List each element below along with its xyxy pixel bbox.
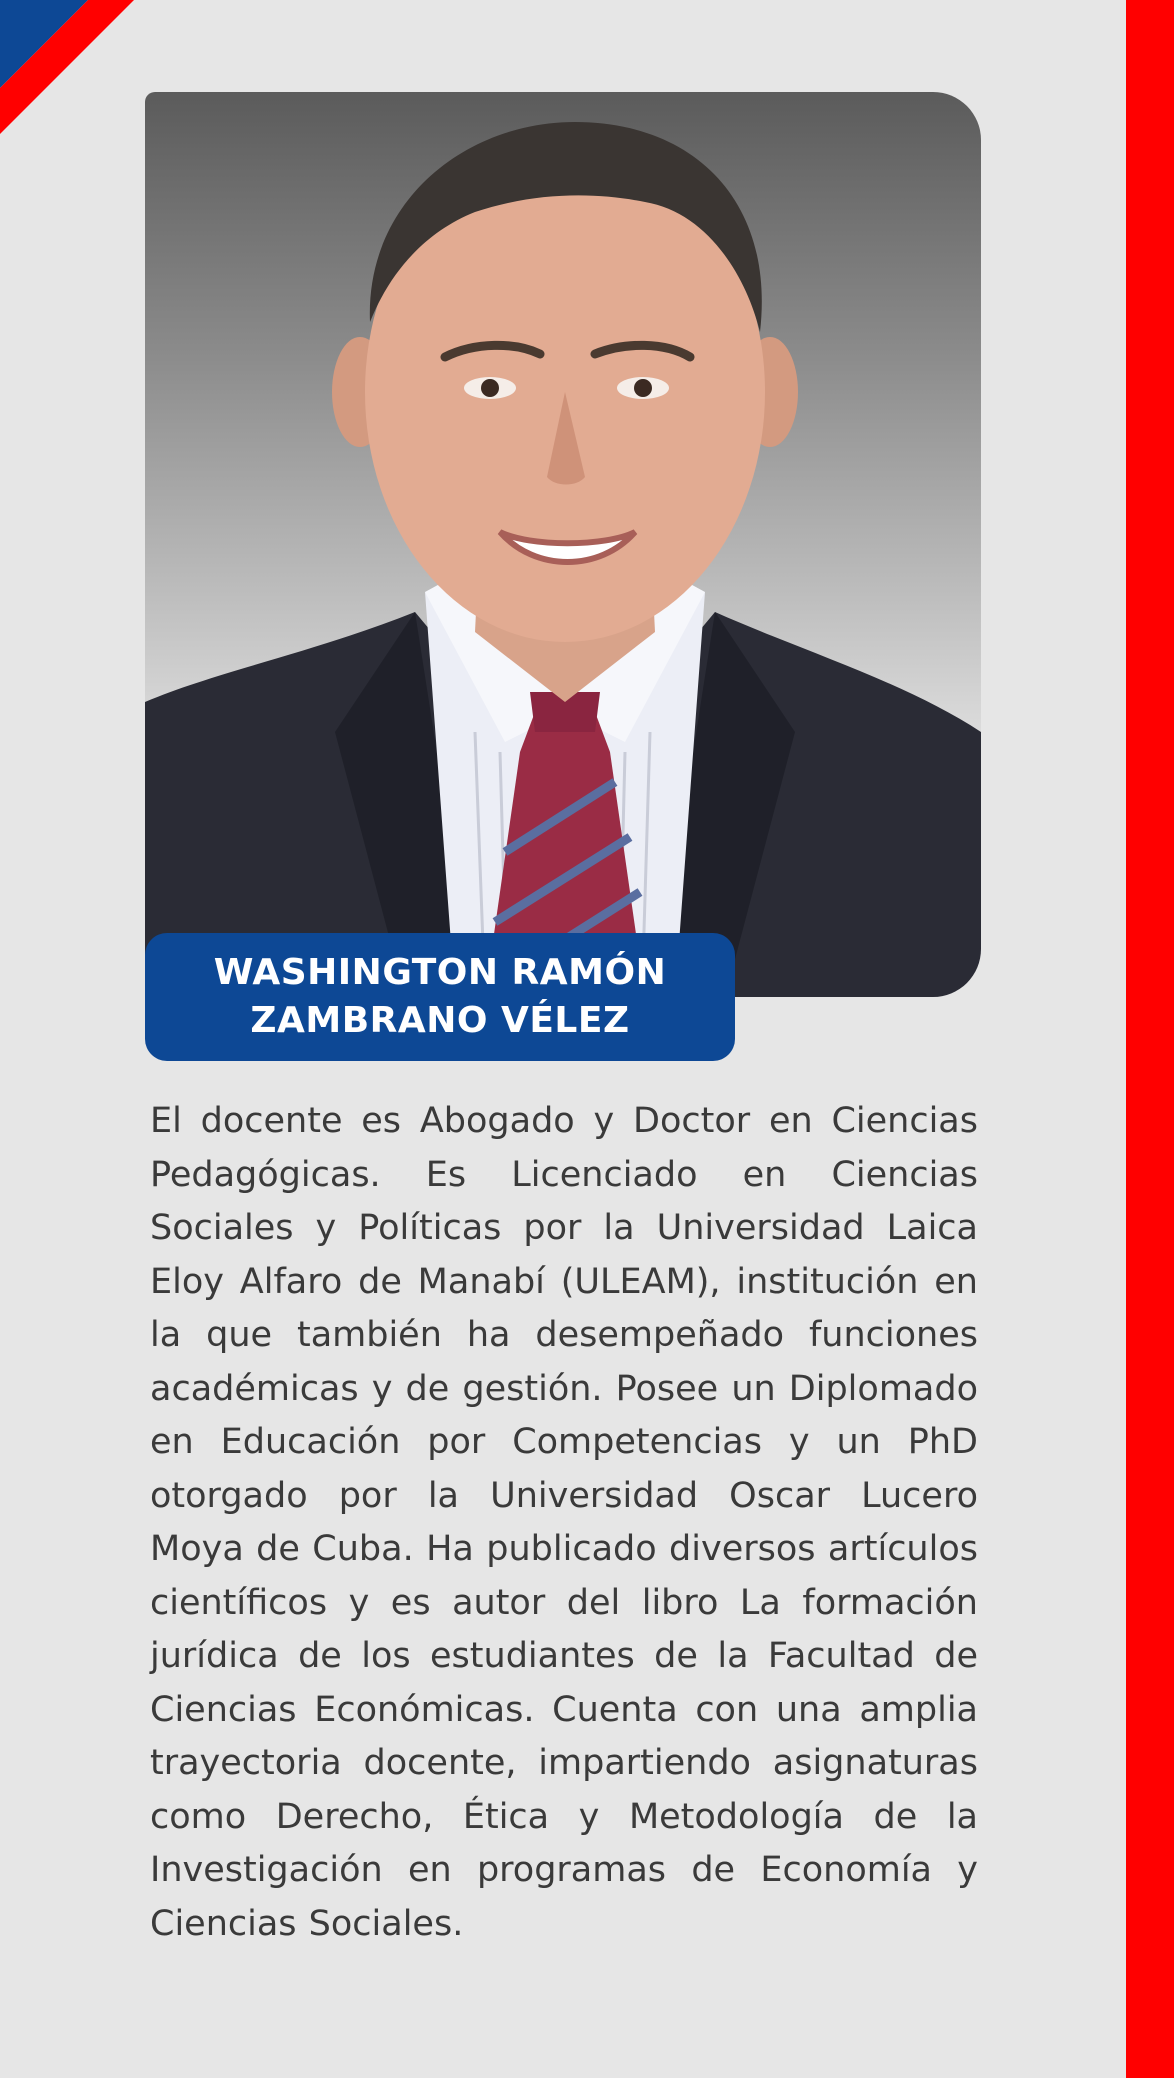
name-line-second: ZAMBRANO VÉLEZ bbox=[250, 1000, 630, 1041]
corner-flag-decoration bbox=[0, 0, 140, 140]
name-line-first: WASHINGTON RAMÓN bbox=[213, 952, 667, 993]
portrait-photo bbox=[145, 92, 981, 997]
portrait-illustration bbox=[145, 92, 981, 997]
biography-text: El docente es Abogado y Doctor en Ciencias Pedagógicas. Es Licenciado en Ciencias Sociales y Políticas por la Universidad Laica Eloy Alfaro de Manabí (ULEAM), institución en la que también ha desempeñado funciones académicas y de gestión. Posee un Diplomado en Educación por Competencias y un PhD otorgado por la Universidad Oscar Lucero Moya de Cuba. Ha publicado diversos artículos científicos y es autor del libro La formación jurídica de los estudiantes de la Facultad de Ciencias Económicas. Cuenta con una amplia trayectoria docente, impartiendo asignaturas como Derecho, Ética y Metodología de la Investigación en programas de Economía y Ciencias Sociales. bbox=[150, 1101, 978, 1944]
name-banner bbox=[145, 933, 735, 1061]
right-red-band bbox=[1126, 0, 1174, 2078]
